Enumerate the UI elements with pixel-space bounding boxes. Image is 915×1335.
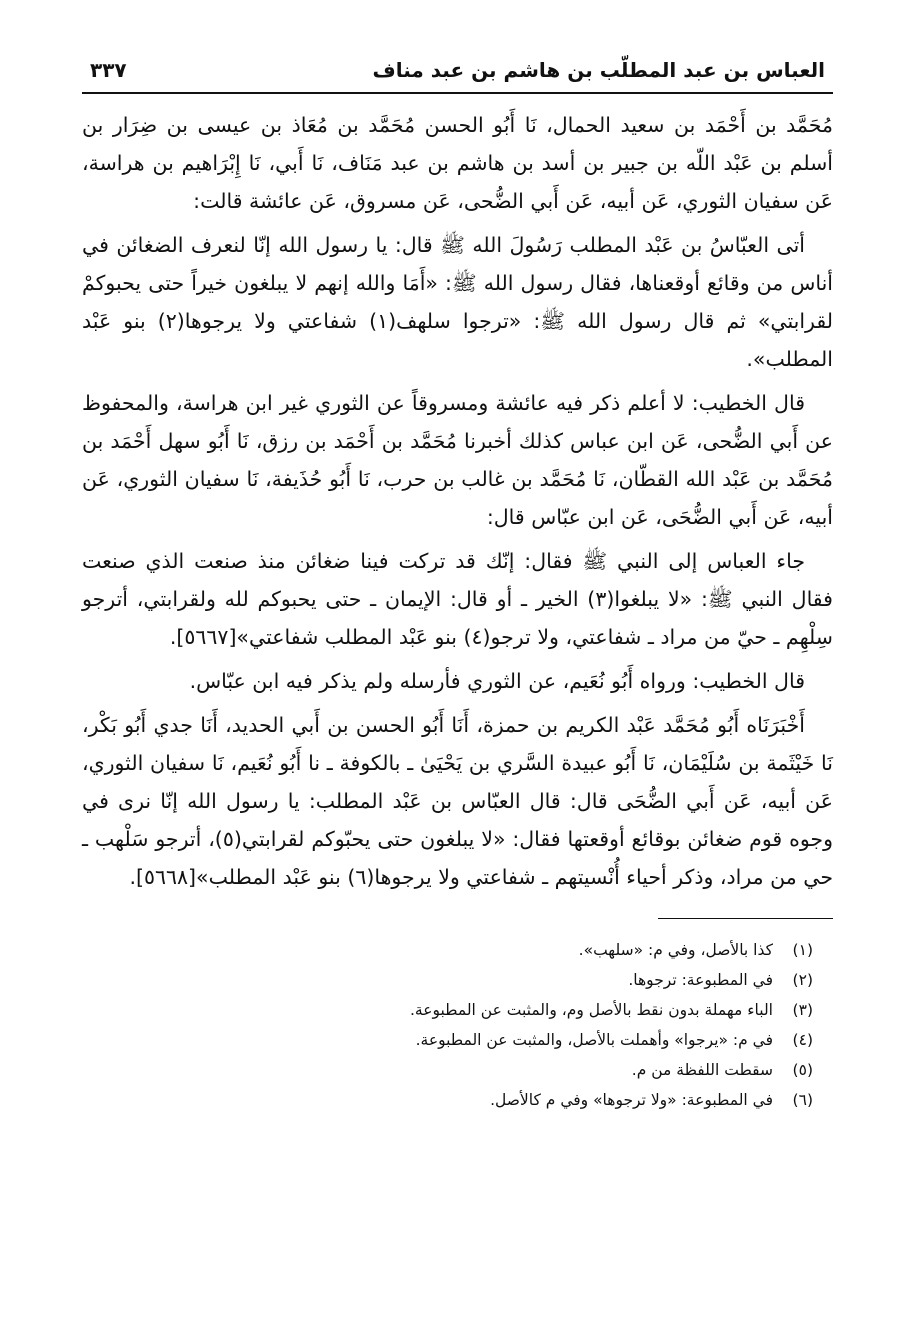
footnote-6 bbox=[82, 1085, 813, 1115]
footnote-1 bbox=[82, 935, 813, 965]
paragraph-hadith-1: أتى العبّاسُ بن عَبْد المطلب رَسُولَ الله ﷺ قال: يا رسول الله إنّا لنعرف الضغائن في أناس من وقائع أوقعناها، فقال رسول الله ﷺ: «أَمَا والله إنهم لا يبلغون خيراً حتى يحبوكمْ لقرابتي» ثم قال رسول الله ﷺ: «ترجوا سلهف(١) شفاعتي ولا يرجوها(٢) بنو عَبْد المطلب». bbox=[82, 233, 833, 371]
paragraph-hadith-2: جاء العباس إلى النبي ﷺ فقال: إنّك قد تركت فينا ضغائن منذ صنعت الذي صنعت فقال النبي ﷺ: «لا يبلغوا(٣) الخير ـ أو قال: الإيمان ـ حتى يحبوكم لله ولقرابتي، أترجو سِلْهِم ـ حيّ من مراد ـ شفاعتي، ولا ترجو(٤) بنو عَبْد المطلب شفاعتي»[٥٦٦٧]. bbox=[82, 549, 833, 649]
footnote-text: كذا بالأصل، وفي م: «سلهب». bbox=[578, 941, 773, 959]
footnote-text: الباء مهملة بدون نقط بالأصل وم، والمثبت عن المطبوعة. bbox=[409, 1001, 773, 1019]
footnote-number: (٦) bbox=[792, 1091, 813, 1109]
footnote-2 bbox=[82, 965, 813, 995]
paragraph-khatib-note-2: قال الخطيب: ورواه أَبُو نُعَيم، عن الثوري فأرسله ولم يذكر فيه ابن عبّاس. bbox=[189, 669, 805, 693]
paragraph-khatib-note-1: قال الخطيب: لا أعلم ذكر فيه عائشة ومسروقاً عن الثوري غير ابن هراسة، والمحفوظ عن أَبي الضُّحى، عَن ابن عباس كذلك أخبرنا مُحَمَّد بن أَحْمَد بن رزق، نَا أَبُو سهل أَحْمَد بن مُحَمَّد بن عَبْد الله القطّان، نَا مُحَمَّد بن غالب بن حرب، نَا أَبُو حُذَيفة، نَا سفيان الثوري، عَن أبيه، عَن أَبي الضُّحَى، عَن ابن عبّاس قال: bbox=[82, 391, 833, 529]
main-text bbox=[82, 106, 833, 896]
footnote-3 bbox=[82, 995, 813, 1025]
footnote-number: (٣) bbox=[792, 1001, 813, 1019]
footnote-text: في المطبوعة: ترجوها. bbox=[628, 971, 773, 989]
footnotes bbox=[82, 935, 833, 1115]
page-number: ٣٣٧ bbox=[90, 58, 127, 82]
footnote-4 bbox=[82, 1025, 813, 1055]
paragraph-isnad-1: مُحَمَّد بن أَحْمَد بن سعيد الحمال، نَا أَبُو الحسن مُحَمَّد بن مُعَاذ بن عيسى بن ضِرَار بن أسلم بن عَبْد اللّه بن جبير بن أسد بن هاشم بن عبد مَنَاف، نَا أَبي، نَا إِبْرَاهيم بن هراسة، عَن سفيان الثوري، عَن أبيه، عَن أَبي الضُّحى، عَن مسروق، عَن عائشة قالت: bbox=[82, 113, 833, 213]
footnote-text: في المطبوعة: «ولا ترجوها» وفي م كالأصل. bbox=[490, 1091, 773, 1109]
footnote-text: في م: «يرجوا» وأهملت بالأصل، والمثبت عن المطبوعة. bbox=[415, 1031, 773, 1049]
paragraph-hadith-3: أَخْبَرَنَاه أَبُو مُحَمَّد عَبْد الكريم بن حمزة، أَنَا أَبُو الحسن بن أَبي الحديد، أَنَا جدي أَبُو بَكْر، نَا خَيْثَمة بن سُلَيْمَان، نَا أَبُو عبيدة السَّري بن يَحْيَىٰ ـ بالكوفة ـ نا أَبُو نُعَيم، نَا سفيان الثوري، عَن أبيه، عَن أَبي الضُّحَى قال: قال العبّاس بن عَبْد المطلب: يا رسول الله إنّا نرى في وجوه قوم ضغائن بوقائع أوقعتها فقال: «لا يبلغون حتى يحبّوكم لقرابتي(٥)، أترجو سَلْهب ـ حي من مراد، وذكر أحياء أُنْسيتهم ـ شفاعتي ولا يرجوها(٦) بنو عَبْد المطلب»[٥٦٦٨]. bbox=[82, 713, 834, 889]
footnote-number: (٢) bbox=[792, 971, 813, 989]
page-header bbox=[82, 58, 833, 94]
footnote-number: (٤) bbox=[792, 1031, 813, 1049]
footnote-divider bbox=[658, 918, 833, 919]
footnote-number: (٥) bbox=[792, 1061, 813, 1079]
running-title: العباس بن عبد المطلّب بن هاشم بن عبد مناف bbox=[372, 58, 825, 82]
footnote-text: سقطت اللفظة من م. bbox=[631, 1061, 773, 1079]
footnote-number: (١) bbox=[792, 941, 813, 959]
footnote-5 bbox=[82, 1055, 813, 1085]
